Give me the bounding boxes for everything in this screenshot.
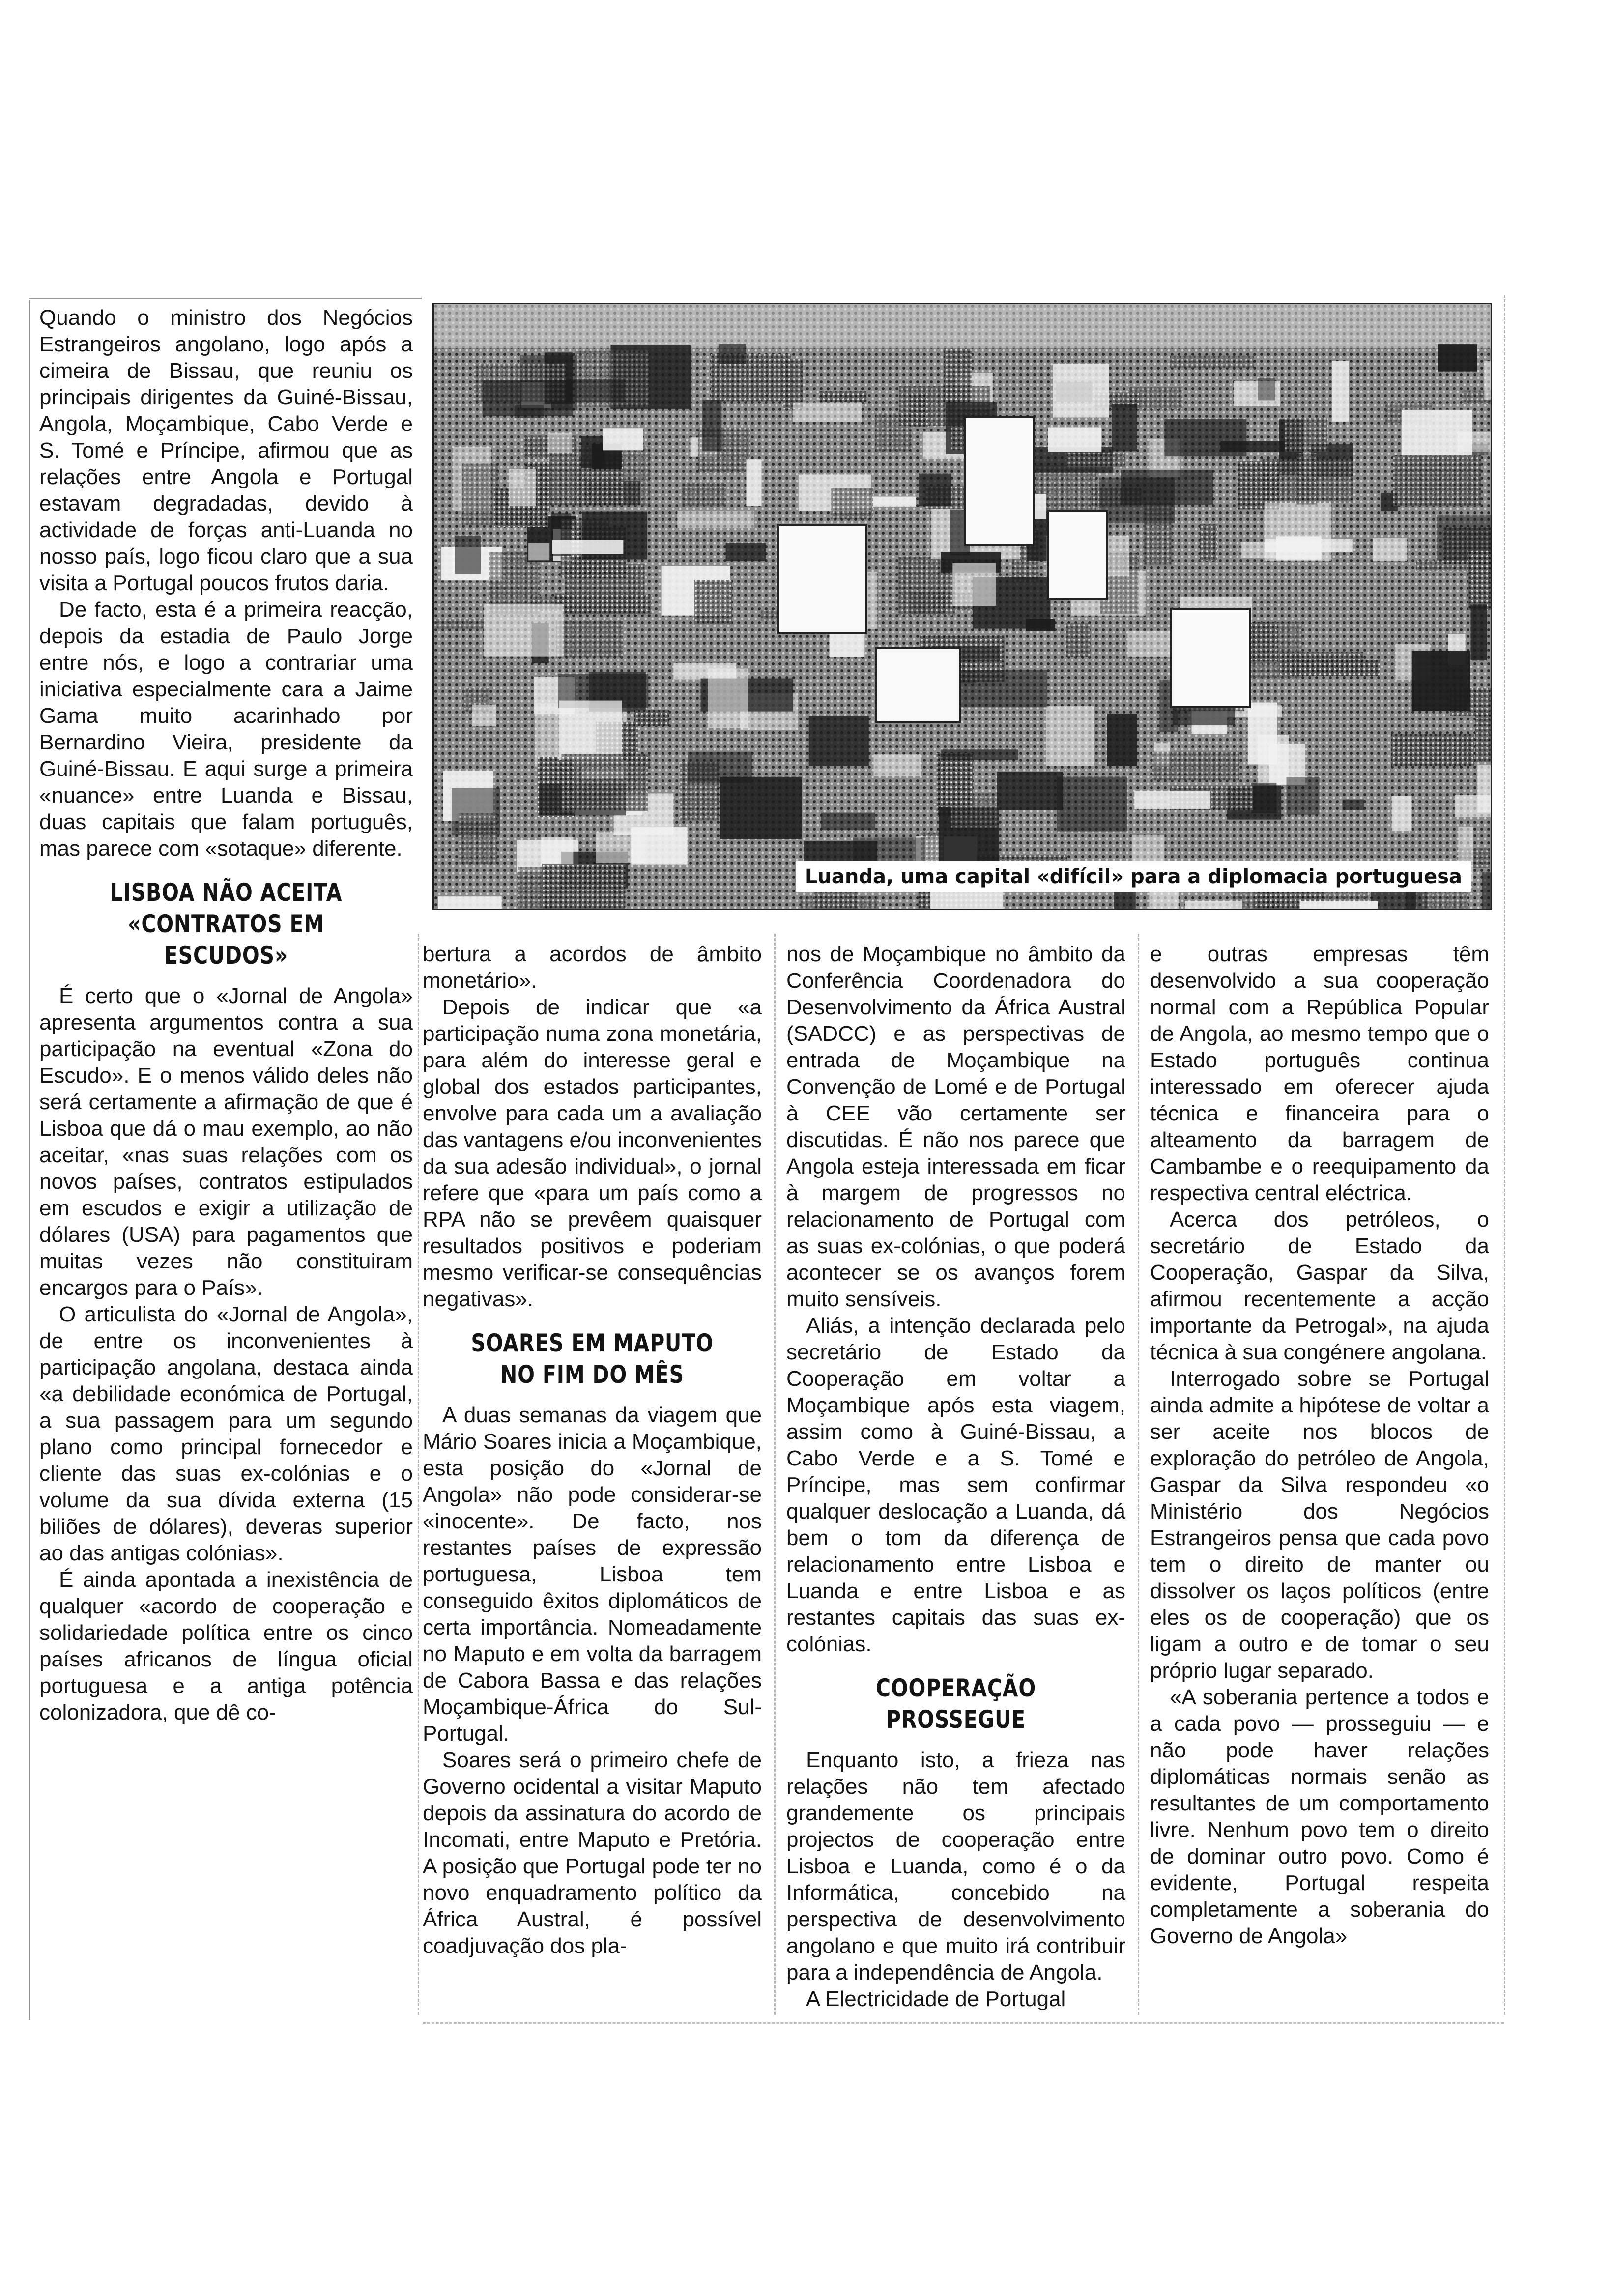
section-heading: LISBOA NÃO ACEITA «CONTRATOS EM ESCUDOS» <box>110 878 343 970</box>
paragraph: De facto, esta é a primeira reacção, depois da estadia de Paulo Jorge entre nós, e logo a contrariar uma iniciativa especialmente cara a Jaime Gama muito acarinhado por Bernardino Vieira, presidente da Guiné-Bissau. E aqui surge a primeira «nuance» entre Luanda e Bissau, duas capitais que falam português, mas parece com «sotaque» diferente. <box>39 598 413 861</box>
paragraph: Interrogado sobre se Portugal ainda admite a hipótese de voltar a ser aceite nos blocos de exploração do petróleo de Angola, Gaspar da Silva respondeu «o Ministério dos Negócios Estrangeiros pensa que cada povo tem o direito de manter ou dissolver os laços políticos (entre eles os de cooperação) que os ligam a outro e de tomar o seu próprio lugar separado. <box>1150 1367 1489 1683</box>
paragraph: A duas semanas da viagem que Mário Soares inicia a Moçambique, esta posição do «Jornal de Angola» não pode considerar-se «inocente». De facto, nos restantes países de expressão portuguesa, Lisboa tem conseguido êxitos diplomáticos de certa importância. Nomeadamente no Maputo e em volta da barragem de Cabora Bassa e das relações Moçambique-África do Sul-Portugal. <box>423 1403 762 1746</box>
article-column-4 <box>1150 941 1489 1950</box>
section-heading: COOPERAÇÃO PROSSEGUE <box>875 1674 1036 1734</box>
luanda-aerial-photo <box>432 303 1492 910</box>
paragraph: A Electricidade de Portugal <box>806 1987 1066 2011</box>
clipping-border-top <box>29 298 422 299</box>
paragraph: Quando o ministro dos Negócios Estrangeiros angolano, logo após a cimeira de Bissau, que reuniu os principais dirigentes da Guiné-Bissau, Angola, Moçambique, Cabo Verde e S. Tomé e Príncipe, afirmou que as relações entre Angola e Portugal estavam degradadas, devido à actividade de forças anti-Luanda no nosso país, logo ficou claro que a sua visita a Portugal poucos frutos daria. <box>39 306 413 595</box>
article-column-1 <box>39 305 413 1726</box>
paragraph: É ainda apontada a inexistência de qualquer «acordo de cooperação e solidariedade política entre os cinco países africanos de língua oficial portuguesa e a antiga potência colonizadora, que dê co- <box>39 1568 413 1724</box>
bottom-rule <box>423 2022 1504 2024</box>
column-rule <box>418 934 419 2015</box>
section-heading: SOARES EM MAPUTO NO FIM DO MÊS <box>471 1329 714 1389</box>
column-rule <box>1138 934 1139 2015</box>
paragraph: Depois de indicar que «a participação numa zona monetária, para além do interesse geral e global dos estados participantes, envolve para cada um a avaliação das vantagens e/ou inconvenientes da sua adesão individual», o jornal refere que «para um país como a RPA não se prevêem quaisquer resultados positivos e poderiam mesmo verificar-se consequências negativas». <box>423 995 762 1311</box>
article-column-3 <box>786 941 1125 2012</box>
paragraph: Soares será o primeiro chefe de Governo ocidental a visitar Maputo depois da assinatura do acordo de Incomati, entre Maputo e Pretória. A posição que Portugal pode ter no novo enquadramento político da África Austral, é possível coadjuvação dos pla- <box>423 1748 762 1958</box>
paragraph: Acerca dos petróleos, o secretário de Estado da Cooperação, Gaspar da Silva, afirmou recentemente a acção importante da Petrogal», na ajuda técnica à sua congénere angolana. <box>1150 1207 1489 1364</box>
paragraph: Aliás, a intenção declarada pelo secretário de Estado da Cooperação em voltar a Moçambique após esta viagem, assim como à Guiné-Bissau, a Cabo Verde e a S. Tomé e Príncipe, mas sem confirmar qualquer deslocação a Luanda, dá bem o tom da diferença de relacionamento entre Lisboa e Luanda e entre Lisboa e as restantes capitais das suas ex-colónias. <box>786 1314 1125 1656</box>
photo-caption: Luanda, uma capital «difícil» para a diplomacia portuguesa <box>796 861 1471 892</box>
clipping-border-left <box>29 300 30 2020</box>
paragraph: O articulista do «Jornal de Angola», de entre os inconvenientes à participação angolana, destaca ainda «a debilidade económica de Portugal, a sua passagem para um segundo plano como principal fornecedor e cliente das suas ex-colónias e o volume da sua dívida externa (15 biliões de dólares), deveras superior ao das antigas colónias». <box>39 1302 413 1565</box>
article-column-2 <box>423 941 762 1959</box>
column-rule <box>774 934 776 2015</box>
paragraph: É certo que o «Jornal de Angola» apresenta argumentos contra a sua participação na eventual «Zona do Escudo». E o menos válido deles não será certamente a afirmação de que é Lisboa que dá o mau exemplo, ao não aceitar, «nas suas relações com os novos países, contratos estipulados em escudos e exigir a utilização de dólares (USA) para pagamentos que muitas vezes não constituiram encargos para o País». <box>39 984 413 1300</box>
paragraph: Enquanto isto, a frieza nas relações não tem afectado grandemente os principais projectos de cooperação entre Lisboa e Luanda, como é o da Informática, concebido na perspectiva de desenvolvimento angolano e que muito irá contribuir para a independência de Angola. <box>786 1748 1125 1984</box>
paragraph: «A soberania pertence a todos e a cada povo — prosseguiu — e não pode haver relações diplomáticas normais senão as resultantes de um comportamento livre. Nenhum povo tem o direito de dominar outro povo. Como é evidente, Portugal respeita completamente a soberania do Governo de Angola» <box>1150 1685 1489 1948</box>
paragraph: e outras empresas têm desenvolvido a sua cooperação normal com a República Popular de Angola, ao mesmo tempo que o Estado português continua interessado em oferecer ajuda técnica e financeira para o alteamento da barragem de Cambambe e o reequipamento da respectiva central eléctrica. <box>1150 942 1489 1205</box>
column-rule <box>1504 295 1505 2015</box>
paragraph: nos de Moçambique no âmbito da Conferência Coordenadora do Desenvolvimento da África Austral (SADCC) e as perspectivas de entrada de Moçambique na Convenção de Lomé e de Portugal à CEE vão certamente ser discutidas. É não nos parece que Angola esteja interessada em ficar à margem de progressos no relacionamento de Portugal com as suas ex-colónias, o que poderá acontecer se os avanços forem muito sensíveis. <box>786 942 1125 1311</box>
paragraph: bertura a acordos de âmbito monetário». <box>423 942 762 993</box>
